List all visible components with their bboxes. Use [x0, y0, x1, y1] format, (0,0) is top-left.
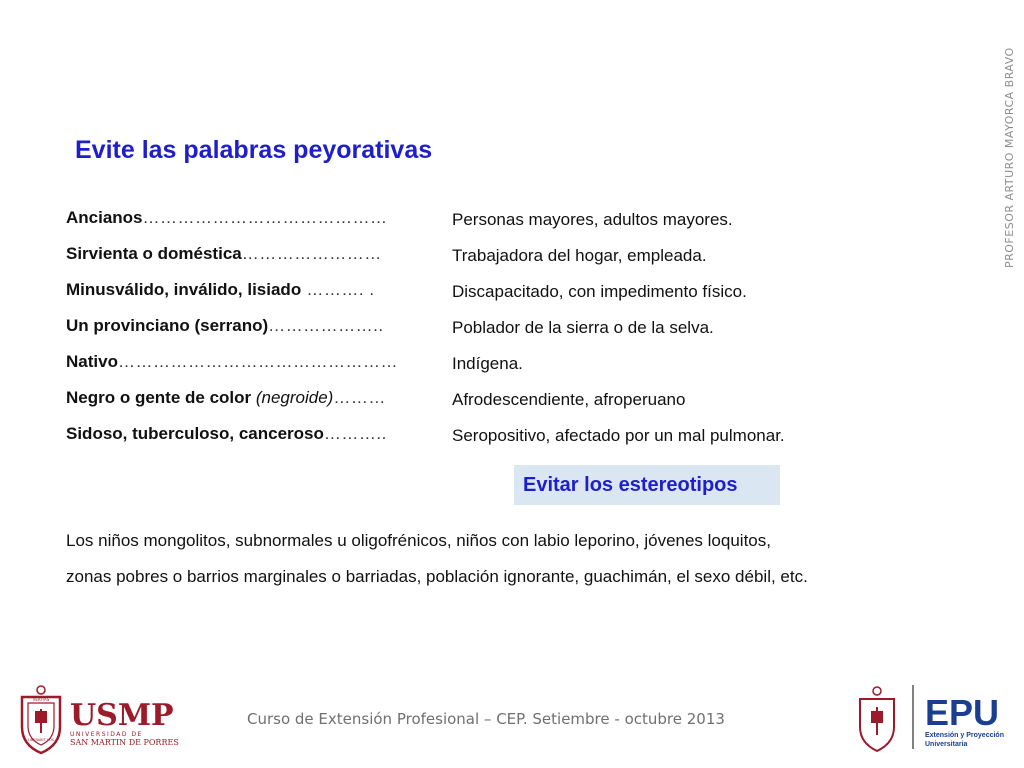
epu-logo [855, 683, 1015, 755]
side-author-label: PROFESOR ARTURO MAYORCA BRAVO [1003, 47, 1016, 268]
epu-logo-sub1: Extensión y Proyección [925, 732, 1004, 739]
usmp-logo-name: USMP [70, 698, 174, 733]
paragraph-line: zonas pobres o barrios marginales o barriadas, población ignorante, guachimán, el sexo débil, etc. [66, 567, 808, 586]
paragraph-line: Los niños mongolitos, subnormales u oligofrénicos, niños con labio leporino, jóvenes loquitos, [66, 531, 771, 550]
alternative-item: Indígena. [452, 354, 523, 373]
term-item: Un provinciano (serrano)……………….. [66, 316, 384, 335]
alternative-item: Afrodescendiente, afroperuano [452, 390, 686, 409]
page-title: Evite las palabras peyorativas [75, 136, 433, 164]
footer-course-text: Curso de Extensión Profesional – CEP. Setiembre - octubre 2013 [247, 710, 725, 728]
usmp-logo-sub1: UNIVERSIDAD DE [70, 731, 143, 738]
alternative-item: Trabajadora del hogar, empleada. [452, 246, 707, 265]
usmp-seal-bottom: LIBERABIT VOS [27, 738, 55, 742]
term-item: Minusválido, inválido, lisiado ………. . [66, 280, 375, 299]
usmp-seal-icon [22, 686, 60, 753]
epu-logo-name: EPU [925, 692, 1000, 733]
term-item: Ancianos…………………………………… [66, 208, 388, 227]
usmp-logo [18, 683, 188, 755]
term-item: Negro o gente de color (negroide)……… [66, 388, 386, 407]
alternative-item: Personas mayores, adultos mayores. [452, 210, 733, 229]
term-item: Sirvienta o doméstica…………………… [66, 244, 382, 263]
usmp-seal-top: VERITAS [32, 697, 50, 702]
stereotypes-heading-badge: Evitar los estereotipos [514, 465, 780, 505]
usmp-logo-sub2: SAN MARTIN DE PORRES [70, 738, 179, 747]
epu-logo-sub2: Universitaria [925, 741, 968, 748]
epu-seal-icon [860, 687, 894, 751]
alternative-item: Discapacitado, con impedimento físico. [452, 282, 747, 301]
alternative-item: Poblador de la sierra o de la selva. [452, 318, 714, 337]
alternative-item: Seropositivo, afectado por un mal pulmonar. [452, 426, 785, 445]
term-item: Sidoso, tuberculoso, canceroso……….. [66, 424, 387, 443]
term-item: Nativo………………………………………… [66, 352, 398, 371]
